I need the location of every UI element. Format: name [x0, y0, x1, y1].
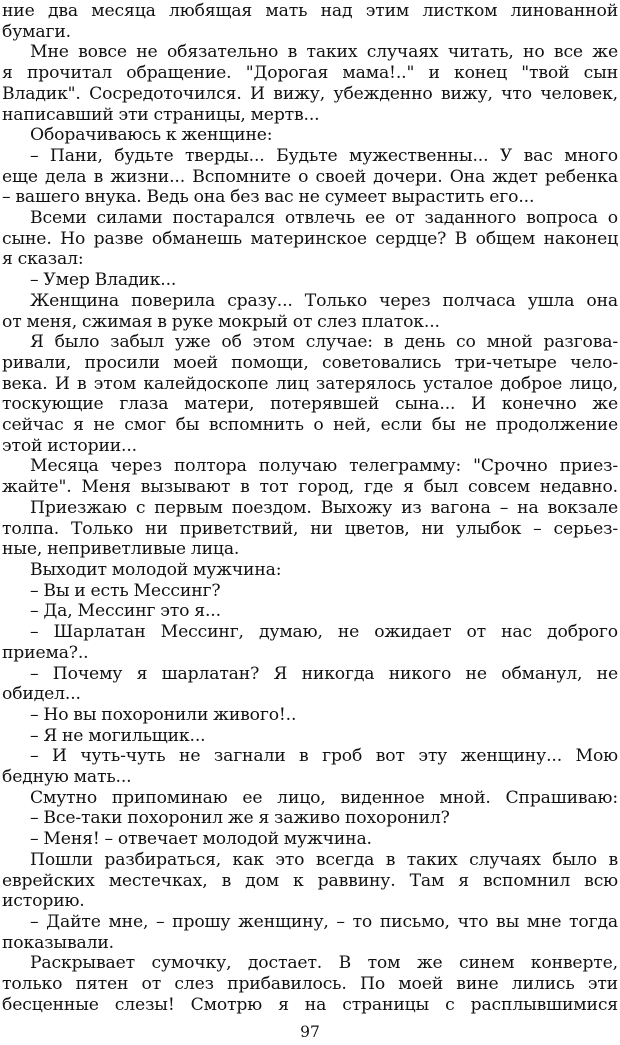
text-line: показывали. — [2, 932, 114, 953]
text-line: сыне. Но разве обманешь материнское сердце? В общем наконец — [2, 228, 618, 249]
text-line: ривали, просили моей помощи, советовались три-четыре чело- — [2, 352, 618, 373]
text-line: – Шарлатан Мессинг, думаю, не ожидает от нас доброго — [30, 622, 618, 643]
text-line: – Все-таки похоронил же я заживо похоронил? — [30, 808, 450, 829]
text-line: Смутно припоминаю ее лицо, виденное мной. Спрашиваю: — [30, 787, 618, 808]
text-line: толпа. Только ни приветствий, ни цветов, ни улыбок – серьез- — [2, 518, 618, 539]
text-line: еще дела в жизни... Вспомните о своей дочери. Она ждет ребенка — [2, 166, 618, 187]
text-line: я сказал: — [2, 249, 84, 270]
text-line: – Вы и есть Мессинг? — [30, 580, 221, 601]
page-body-text — [2, 1, 618, 1015]
text-line: – Но вы похоронили живого!.. — [30, 704, 297, 725]
text-line: тоскующие глаза матери, потерявшей сына... И конечно же — [2, 394, 618, 415]
text-line: – Меня! – отвечает молодой мужчина. — [30, 829, 372, 850]
text-line: бесценные слезы! Смотрю я на страницы с расплывшимися — [2, 994, 618, 1015]
text-line: – вашего внука. Ведь она без вас не сумеет вырастить его... — [2, 187, 535, 208]
text-line: – Я не могильщик... — [30, 725, 206, 746]
text-line: Раскрывает сумочку, достает. В том же синем конверте, — [30, 953, 618, 974]
text-line: бумаги. — [2, 21, 71, 42]
text-line: Всеми силами постарался отвлечь ее от заданного вопроса о — [30, 208, 618, 229]
text-line: обидел... — [2, 684, 81, 705]
text-line: ние два месяца любящая мать над этим листком линованной — [2, 1, 618, 21]
text-line: – Да, Мессинг это я... — [30, 601, 221, 622]
text-line: только пятен от слез прибавилось. По моей вине лились эти — [2, 974, 618, 995]
text-line: – Дайте мне, – прошу женщину, – то письмо, что вы мне тогда — [30, 911, 618, 932]
text-line: этой истории... — [2, 435, 137, 456]
text-line: Владик". Сосредоточился. И вижу, убежденно вижу, что человек, — [2, 83, 618, 104]
text-line: Женщина поверила сразу... Только через полчаса ушла она — [30, 290, 618, 311]
text-line: от меня, сжимая в руке мокрый от слез платок... — [2, 311, 440, 332]
text-line: Я было забыл уже об этом случае: в день со мной разгова- — [30, 332, 618, 353]
text-line: Приезжаю с первым поездом. Выхожу из вагона – на вокзале — [30, 497, 618, 518]
text-line: приема?.. — [2, 642, 89, 663]
text-line: Месяца через полтора получаю телеграмму: "Срочно приез- — [30, 456, 618, 477]
text-line: Выходит молодой мужчина: — [30, 559, 282, 580]
text-line: – Пани, будьте тверды... Будьте мужественны... У вас много — [30, 145, 618, 166]
text-line: еврейских местечках, в дом к раввину. Там я вспомнил всю — [2, 870, 618, 891]
text-line: написавший эти страницы, мертв... — [2, 104, 320, 125]
text-line: – И чуть-чуть не загнали в гроб вот эту женщину... Мою — [30, 746, 618, 767]
text-line: Оборачиваюсь к женщине: — [30, 125, 273, 146]
text-line: жайте". Меня вызывают в тот город, где я был совсем недавно. — [2, 477, 618, 498]
text-line: – Почему я шарлатан? Я никогда никого не обманул, не — [30, 663, 618, 684]
text-line: – Умер Владик... — [30, 270, 177, 291]
text-line: ные, неприветливые лица. — [2, 539, 240, 560]
text-line: историю. — [2, 891, 85, 912]
text-line: бедную мать... — [2, 767, 132, 788]
text-line: века. И в этом калейдоскопе лиц затерялось усталое доброе лицо, — [2, 373, 618, 394]
text-line: сейчас я не смог бы вспомнить о ней, если бы не продолжение — [2, 415, 618, 436]
page-number: 97 — [300, 1023, 320, 1041]
text-line: Мне вовсе не обязательно в таких случаях читать, но все же — [30, 42, 618, 63]
text-line: я прочитал обращение. "Дорогая мама!.." и конец "твой сын — [2, 63, 618, 84]
text-line: Пошли разбираться, как это всегда в таких случаях было в — [30, 849, 618, 870]
